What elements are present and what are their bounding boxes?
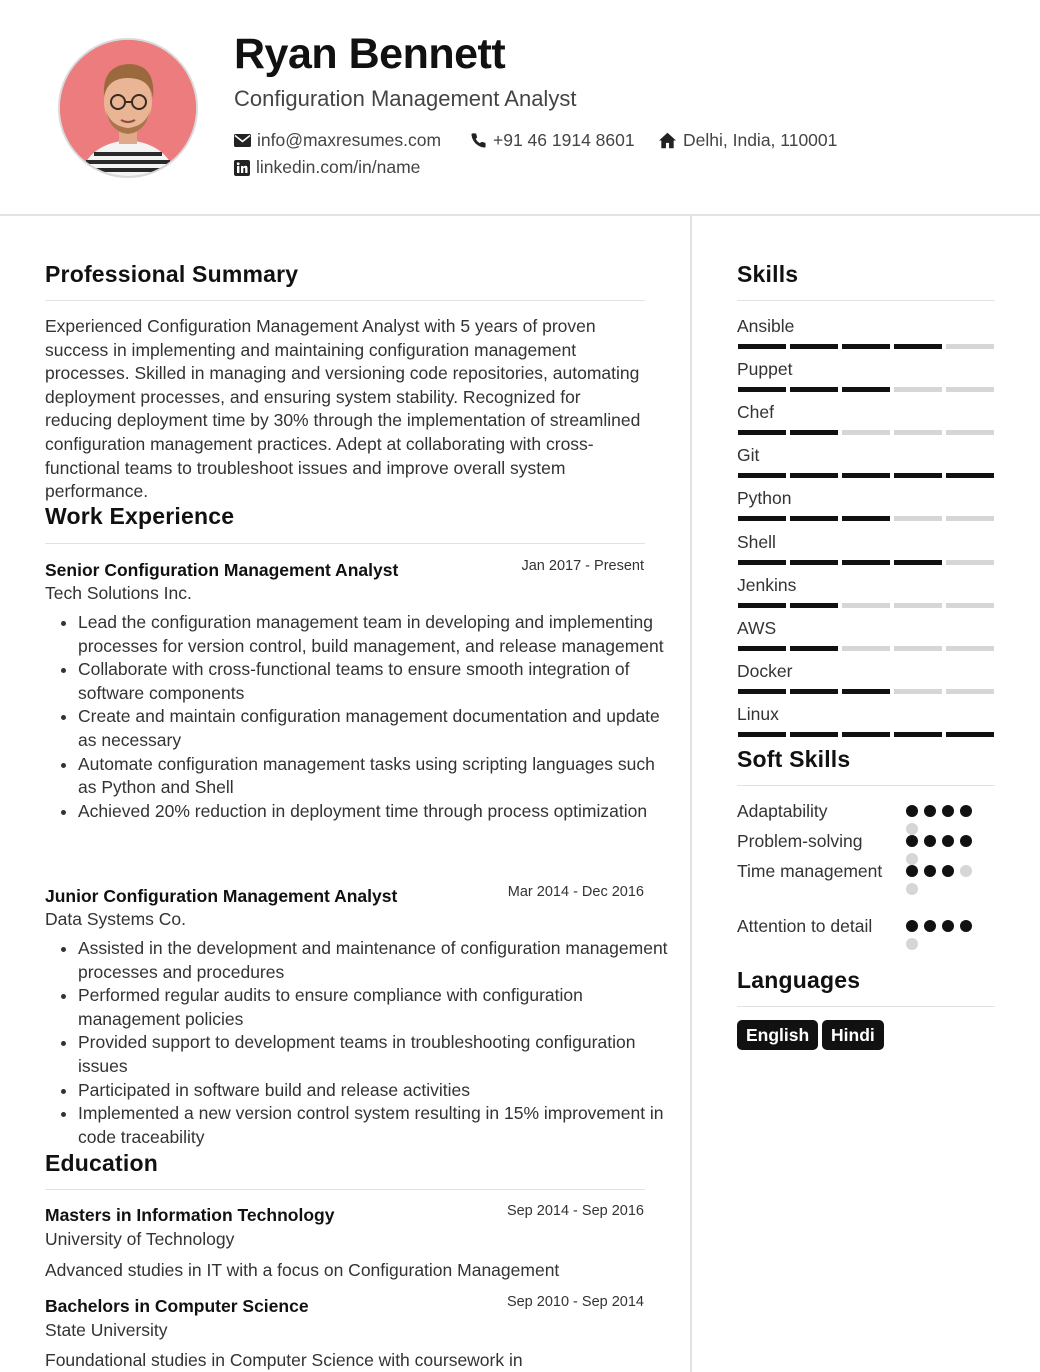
soft-skill-name: Problem-solving	[737, 831, 863, 851]
language-badge: Hindi	[822, 1020, 884, 1050]
rating-dot	[924, 805, 936, 817]
skill-level-segment	[790, 430, 838, 435]
soft-skill-rating	[906, 805, 986, 835]
skill-level-segment	[738, 473, 786, 478]
skill-level-segment	[842, 516, 890, 521]
skill-level-segment	[790, 473, 838, 478]
location-text: Delhi, India, 110001	[683, 130, 838, 150]
soft-skill-rating	[906, 865, 986, 895]
skill-level-segment	[790, 646, 838, 651]
skill-name: Docker	[737, 660, 793, 681]
email-text: info@maxresumes.com	[257, 130, 442, 150]
skill-level-bar	[738, 689, 994, 694]
education-dates: Sep 2010 - Sep 2014	[506, 1294, 644, 1310]
job-bullet: • Collaborate with cross-functional teams to ensure smooth integration of software components	[78, 658, 678, 705]
skill-level-segment	[842, 603, 890, 608]
rating-dot	[906, 835, 918, 847]
skill-level-segment	[790, 516, 838, 521]
experience-divider	[45, 543, 645, 544]
skill-level-segment	[946, 603, 994, 608]
skill-level-segment	[790, 732, 838, 737]
soft-skill-rating	[906, 835, 986, 865]
education-degree: Masters in Information Technology	[45, 1205, 335, 1225]
education-dates: Sep 2014 - Sep 2016	[506, 1203, 644, 1219]
rating-dot	[906, 805, 918, 817]
skill-level-segment	[842, 387, 890, 392]
skill-level-segment	[894, 603, 942, 608]
candidate-name: Ryan Bennett	[234, 30, 506, 78]
skill-name: Jenkins	[737, 574, 797, 595]
job-bullet: • Participated in software build and release activities	[78, 1079, 678, 1103]
contact-phone[interactable]	[470, 130, 635, 151]
skill-level-bar	[738, 344, 994, 349]
skill-level-segment	[894, 646, 942, 651]
job-bullet: • Provided support to development teams in troubleshooting configuration issues	[78, 1031, 678, 1078]
skill-name: Chef	[737, 402, 774, 423]
job-company: Tech Solutions Inc.	[45, 583, 192, 603]
job-bullets	[45, 611, 678, 823]
skill-level-segment	[842, 689, 890, 694]
skill-level-segment	[946, 344, 994, 349]
skill-level-segment	[738, 560, 786, 565]
skill-level-segment	[894, 689, 942, 694]
column-divider	[690, 216, 692, 1372]
rating-dot	[906, 853, 918, 865]
skill-level-segment	[946, 387, 994, 392]
skill-name: Puppet	[737, 359, 793, 380]
skill-level-segment	[790, 603, 838, 608]
soft-skill-rating	[906, 920, 986, 950]
skill-name: Linux	[737, 703, 779, 724]
rating-dot	[942, 920, 954, 932]
skill-level-segment	[946, 560, 994, 565]
phone-icon	[470, 132, 487, 149]
skill-level-segment	[842, 473, 890, 478]
skill-level-segment	[790, 689, 838, 694]
skill-level-segment	[842, 344, 890, 349]
rating-dot	[924, 865, 936, 877]
job-dates: Jan 2017 - Present	[521, 558, 644, 574]
summary-text: Experienced Configuration Management Analyst with 5 years of proven success in implementing and maintaining configuration management processes. Skilled in managing and versioning code repositories, automating deployment processes, and ensuring system stability. Recognized for reducing deployment time by 30% through the implementation of streamlined configuration management practices. Adept at collaborating with cross-functional teams to troubleshoot issues and improve overall system performance.	[45, 316, 641, 502]
skill-level-segment	[842, 430, 890, 435]
skill-level-segment	[894, 430, 942, 435]
resume-header	[0, 0, 1040, 216]
home-icon	[658, 132, 677, 149]
linkedin-text: linkedin.com/in/name	[256, 157, 421, 177]
skill-level-segment	[738, 646, 786, 651]
job-bullet: • Achieved 20% reduction in deployment time through process optimization	[78, 800, 678, 824]
languages-heading: Languages	[737, 967, 861, 993]
skill-level-segment	[842, 732, 890, 737]
skills-heading: Skills	[737, 261, 799, 287]
job-company: Data Systems Co.	[45, 909, 187, 929]
skill-level-segment	[842, 646, 890, 651]
skill-level-bar	[738, 430, 994, 435]
rating-dot	[960, 805, 972, 817]
profile-photo	[58, 38, 198, 178]
soft-skill-name: Attention to detail	[737, 916, 873, 936]
job-bullets	[45, 937, 678, 1149]
skill-level-bar	[738, 646, 994, 651]
soft-skills-divider	[737, 785, 995, 786]
candidate-title: Configuration Management Analyst	[234, 86, 577, 111]
skill-level-bar	[738, 387, 994, 392]
experience-heading: Work Experience	[45, 503, 235, 529]
rating-dot	[960, 920, 972, 932]
education-school: University of Technology	[45, 1229, 235, 1249]
skill-level-segment	[946, 732, 994, 737]
skill-level-segment	[738, 603, 786, 608]
job-bullet: • Create and maintain configuration management documentation and update as necessary	[78, 705, 678, 752]
rating-dot	[942, 805, 954, 817]
rating-dot	[960, 865, 972, 877]
soft-skills-heading: Soft Skills	[737, 746, 851, 772]
phone-text: +91 46 1914 8601	[493, 130, 635, 150]
rating-dot	[924, 920, 936, 932]
skill-level-segment	[894, 560, 942, 565]
language-badge: English	[737, 1020, 818, 1050]
languages-divider	[737, 1006, 995, 1007]
skill-level-segment	[790, 387, 838, 392]
skill-level-segment	[738, 516, 786, 521]
job-bullet: • Lead the configuration management team in developing and implementing processes for version control, build management, and release management	[78, 611, 678, 658]
skill-level-segment	[894, 732, 942, 737]
skill-level-segment	[738, 387, 786, 392]
skills-divider	[737, 300, 995, 301]
education-divider	[45, 1189, 645, 1190]
rating-dot	[924, 835, 936, 847]
education-heading: Education	[45, 1150, 158, 1176]
rating-dot	[906, 865, 918, 877]
skill-level-bar	[738, 732, 994, 737]
job-dates: Mar 2014 - Dec 2016	[507, 884, 644, 900]
envelope-icon	[234, 134, 251, 147]
skill-level-segment	[946, 516, 994, 521]
skill-level-segment	[946, 646, 994, 651]
skill-name: AWS	[737, 617, 777, 638]
rating-dot	[942, 835, 954, 847]
skill-level-segment	[842, 560, 890, 565]
skill-level-bar	[738, 603, 994, 608]
skill-name: Shell	[737, 531, 776, 552]
rating-dot	[906, 938, 918, 950]
skill-level-segment	[790, 344, 838, 349]
skill-level-segment	[738, 689, 786, 694]
job-role: Senior Configuration Management Analyst	[45, 560, 399, 580]
person-portrait-icon	[60, 40, 196, 176]
summary-heading: Professional Summary	[45, 261, 299, 287]
skill-level-segment	[738, 344, 786, 349]
skill-level-segment	[894, 473, 942, 478]
skill-level-segment	[946, 689, 994, 694]
soft-skill-name: Adaptability	[737, 801, 828, 821]
education-school: State University	[45, 1320, 168, 1340]
rating-dot	[960, 835, 972, 847]
skill-level-bar	[738, 516, 994, 521]
job-bullet: • Performed regular audits to ensure compliance with configuration management policies	[78, 984, 678, 1031]
skill-level-segment	[738, 732, 786, 737]
skill-level-bar	[738, 560, 994, 565]
rating-dot	[906, 823, 918, 835]
summary-divider	[45, 300, 645, 301]
rating-dot	[942, 865, 954, 877]
skill-name: Git	[737, 445, 760, 466]
education-description: Advanced studies in IT with a focus on Configuration Management	[45, 1260, 560, 1280]
skill-level-segment	[894, 516, 942, 521]
contact-email[interactable]	[234, 130, 441, 151]
education-degree: Bachelors in Computer Science	[45, 1296, 309, 1316]
soft-skill-name: Time management	[737, 861, 883, 881]
skill-level-segment	[946, 430, 994, 435]
job-role: Junior Configuration Management Analyst	[45, 886, 398, 906]
linkedin-icon	[234, 160, 250, 176]
job-bullet: • Automate configuration management tasks using scripting languages such as Python and Shell	[78, 753, 678, 800]
rating-dot	[906, 920, 918, 932]
skill-level-segment	[738, 430, 786, 435]
contact-location	[658, 130, 837, 151]
skill-level-segment	[894, 344, 942, 349]
contact-linkedin[interactable]	[234, 157, 420, 178]
skill-level-segment	[894, 387, 942, 392]
skill-level-segment	[790, 560, 838, 565]
skill-level-segment	[946, 473, 994, 478]
job-bullet: • Assisted in the development and maintenance of configuration management processes and procedures	[78, 937, 678, 984]
skill-name: Python	[737, 488, 792, 509]
job-bullet: • Implemented a new version control system resulting in 15% improvement in code traceability	[78, 1102, 678, 1149]
skill-level-bar	[738, 473, 994, 478]
education-description: Foundational studies in Computer Science with coursework in	[45, 1350, 523, 1370]
rating-dot	[906, 883, 918, 895]
skill-name: Ansible	[737, 316, 795, 336]
